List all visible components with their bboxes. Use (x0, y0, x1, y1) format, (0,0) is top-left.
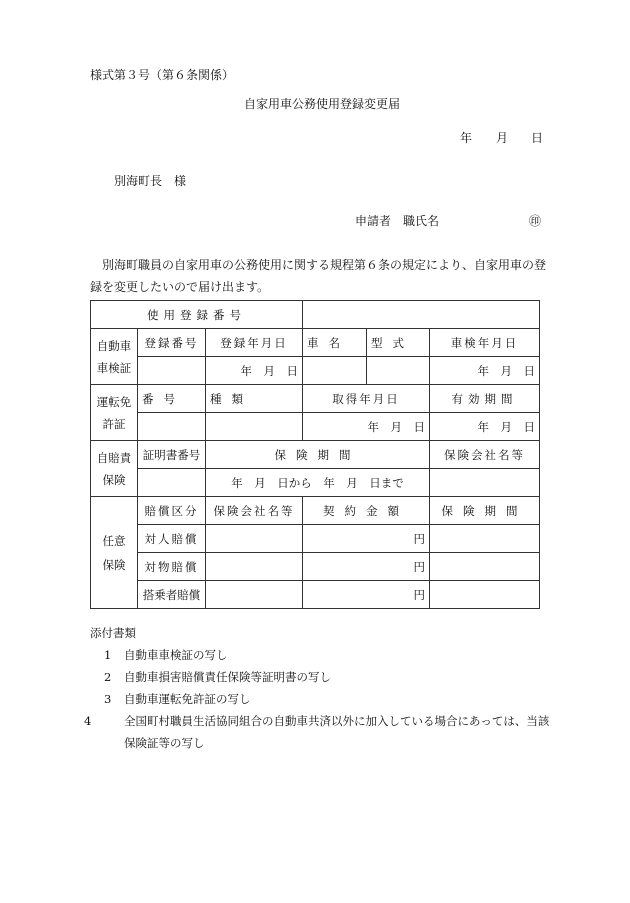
attachment-num: 2 (104, 670, 112, 684)
usage-no-value[interactable] (303, 301, 540, 329)
row-passenger: 搭乗者賠償 (138, 581, 206, 609)
bodily-amount[interactable]: 円 (303, 525, 430, 553)
addressee: 別海町長 様 (114, 174, 187, 188)
page-title: 自家用車公務使用登録変更届 (244, 97, 401, 111)
form-number: 様式第３号（第６条関係） (90, 68, 235, 82)
property-amount[interactable]: 円 (303, 553, 430, 581)
attachment-text: 自動車損害賠償責任保険等証明書の写し (124, 670, 331, 684)
cali-period-value[interactable]: 年 月 日から 年 月 日まで (206, 469, 430, 497)
body-text: 別海町職員の自家用車の公務使用に関する規程第６条の規定により、自家用車の登録を変更したいので届け出ます。 (90, 258, 547, 294)
date-year: 年 (460, 131, 473, 145)
valid-period-label: 有効期間 (430, 385, 540, 413)
inspect-date-label: 車検年月日 (430, 329, 540, 357)
acquired-date-label: 取得年月日 (303, 385, 430, 413)
attachment-item (84, 710, 554, 754)
reg-date-value[interactable]: 年 月 日 (206, 357, 303, 385)
cali-group: 自賠責保険 (91, 441, 138, 497)
vehicle-cert-group: 自動車車検証 (91, 329, 138, 385)
license-no-value[interactable] (138, 413, 206, 441)
model-label: 型式 (367, 329, 430, 357)
property-period[interactable] (430, 553, 540, 581)
attachment-item (90, 666, 550, 688)
attachments-heading: 添付書類 (90, 626, 136, 640)
voluntary-group: 任意保険 (91, 497, 138, 609)
seal-mark: ㊞ (529, 214, 542, 228)
attachments (84, 622, 550, 754)
attachment-num: 4 (84, 714, 92, 728)
attachment-text: 全国町村職員生活協同組合の自動車共済以外に加入している場合にあっては、当該保険証等の写し (124, 714, 550, 750)
reg-no-label: 登録番号 (138, 329, 206, 357)
cert-no-label: 証明書番号 (138, 441, 206, 469)
attachment-text: 自動車運転免許証の写し (124, 692, 251, 706)
date-month: 月 (496, 131, 509, 145)
attachment-text: 自動車車検証の写し (124, 648, 228, 662)
passenger-company[interactable] (206, 581, 303, 609)
passenger-period[interactable] (430, 581, 540, 609)
attachment-item (90, 644, 550, 666)
car-name-label: 車名 (303, 329, 367, 357)
passenger-amount[interactable]: 円 (303, 581, 430, 609)
cert-no-value[interactable] (138, 469, 206, 497)
property-company[interactable] (206, 553, 303, 581)
model-value[interactable] (367, 357, 430, 385)
attachment-item (90, 688, 550, 710)
attachment-num: 1 (104, 648, 112, 662)
vol-period-label: 保険期間 (430, 497, 540, 525)
row-property: 対物賠償 (138, 553, 206, 581)
vol-company-label: 保険会社名等 (206, 497, 303, 525)
license-type-value[interactable] (206, 413, 303, 441)
valid-period-value[interactable]: 年 月 日 (430, 413, 540, 441)
amount-label: 契約金額 (303, 497, 430, 525)
reg-date-label: 登録年月日 (206, 329, 303, 357)
applicant-label: 申請者 職氏名 (355, 214, 440, 228)
car-name-value[interactable] (303, 357, 367, 385)
license-group: 運転免許証 (91, 385, 138, 441)
license-no-label: 番号 (138, 385, 206, 413)
usage-no-label: 使用登録番号 (91, 301, 303, 329)
bodily-period[interactable] (430, 525, 540, 553)
date-day: 日 (531, 131, 544, 145)
row-bodily: 対人賠償 (138, 525, 206, 553)
reg-no-value[interactable] (138, 357, 206, 385)
category-label: 賠償区分 (138, 497, 206, 525)
attachment-num: 3 (104, 692, 112, 706)
cali-company-label: 保険会社名等 (430, 441, 540, 469)
registration-table (90, 300, 540, 609)
acquired-date-value[interactable]: 年 月 日 (303, 413, 430, 441)
license-type-label: 種類 (206, 385, 303, 413)
bodily-company[interactable] (206, 525, 303, 553)
cali-company-value[interactable] (430, 469, 540, 497)
cali-period-label: 保険期間 (206, 441, 430, 469)
inspect-date-value[interactable]: 年 月 日 (430, 357, 540, 385)
